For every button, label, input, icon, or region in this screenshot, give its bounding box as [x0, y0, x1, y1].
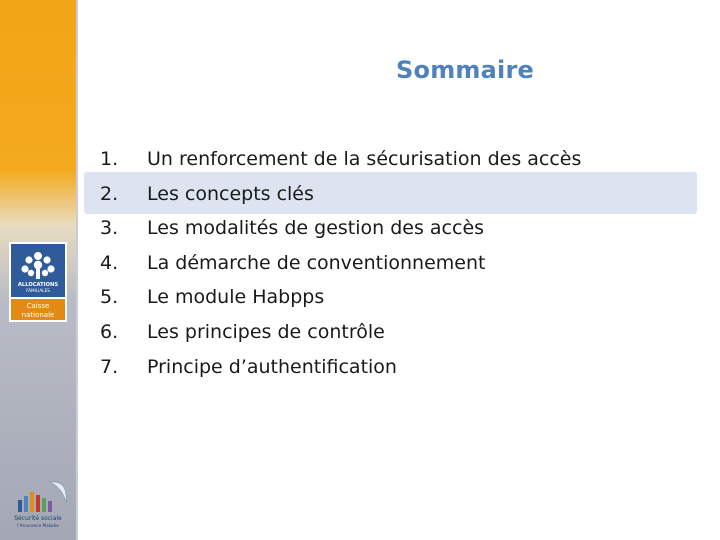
sidebar-divider [76, 0, 78, 540]
item-text: Principe d’authentification [147, 355, 397, 378]
caf-logo-line1: ALLOCATIONS [17, 282, 59, 288]
item-text: Le module Habpps [147, 286, 325, 309]
item-number: 5. [100, 286, 119, 309]
item-text: Les modalités de gestion des accès [147, 217, 485, 240]
page-title: Sommaire [396, 56, 534, 84]
list-item [100, 280, 581, 315]
caf-logo-line2: FAMILIALES [26, 288, 50, 293]
item-number: 3. [100, 217, 119, 240]
list-item [100, 211, 581, 246]
caf-logo-line3: Caisse [26, 302, 50, 310]
securite-sociale-logo [10, 476, 72, 532]
secu-logo-line1: Sécurité sociale [14, 515, 62, 522]
item-number: 4. [100, 251, 119, 274]
secu-logo-line2: l'Assurance Maladie [17, 523, 59, 528]
caf-logo-line4: nationale [21, 311, 55, 319]
list-item [100, 177, 581, 212]
item-text: Les principes de contrôle [147, 320, 385, 343]
caf-logo [9, 242, 67, 322]
item-number: 1. [100, 148, 119, 170]
list-item [100, 142, 581, 177]
table-of-contents [100, 142, 581, 384]
item-text: Les concepts clés [147, 182, 314, 205]
list-item [100, 246, 581, 281]
item-text: La démarche de conventionnement [147, 251, 486, 274]
item-number: 2. [100, 182, 119, 205]
list-item [100, 350, 581, 385]
list-item [100, 315, 581, 350]
item-text: Un renforcement de la sécurisation des accès [147, 148, 582, 170]
item-number: 7. [100, 355, 119, 378]
item-number: 6. [100, 320, 119, 343]
